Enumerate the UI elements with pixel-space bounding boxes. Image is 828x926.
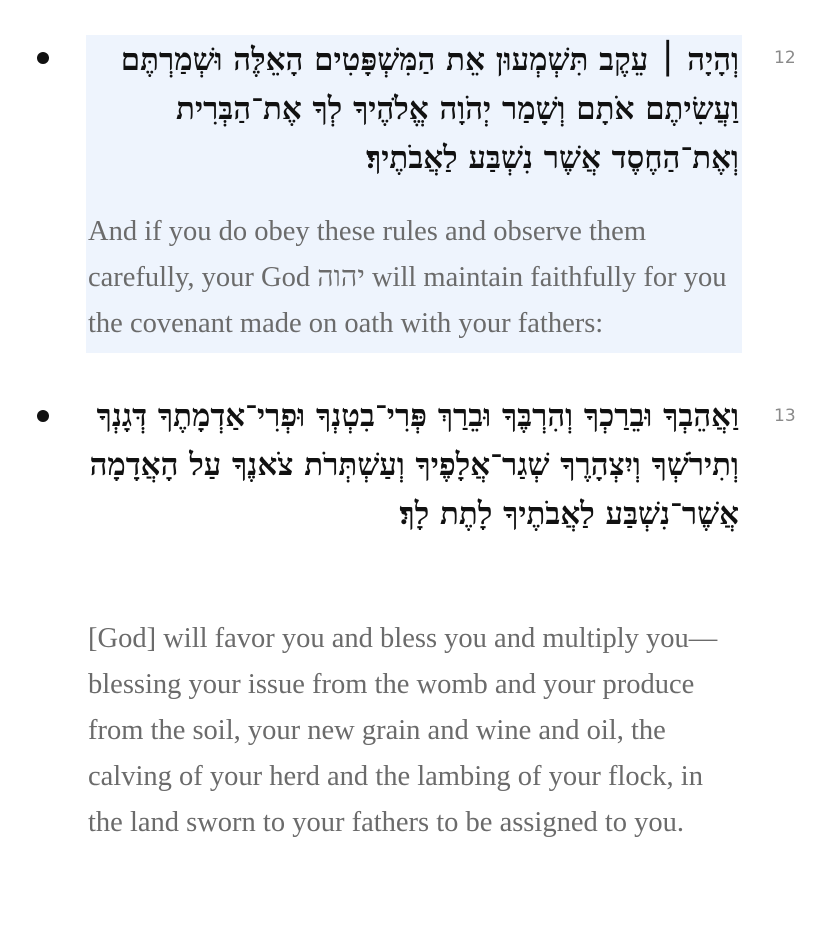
english-translation[interactable]: And if you do obey these rules and observe them carefully, your God יהוה will maintain faithfully for you the covenant made on oath with your fathers: — [86, 208, 742, 353]
english-translation[interactable]: [God] will favor you and bless you and multiply you—blessing your issue from the womb and your produce from the soil, your new grain and wine and oil, the calving of your herd and the lambing of your flock, in the land sworn to your fathers to be assigned to you. — [88, 623, 718, 838]
verse-number: 12 — [774, 48, 796, 68]
hebrew-verse-text[interactable]: וְהָיָה ׀ עֵקֶב תִּשְׁמְעוּן אֵת הַמִּשְׁפָּטִים הָאֵלֶּה וּשְׁמַרְתֶּם וַעֲשִׂיתֶם אֹתָם וְשָׁמַר יְהֹוָה אֱלֹהֶיךָ לְךָ אֶת־הַבְּרִית וְאֶת־הַחֶסֶד אֲשֶׁר נִשְׁבַּע לַאֲבֹתֶיךָ׃ — [86, 35, 742, 214]
bullet-icon — [37, 410, 49, 422]
hebrew-verse-text[interactable]: וַאֲהֵבְךָ וּבֵרַכְךָ וְהִרְבֶּךָ וּבֵרַךְ פְּרִי־בִטְנְךָ וּפְרִי־אַדְמָתֶךָ דְּגָנְךָ וְתִירֹשְׁךָ וְיִצְהָרֶךָ שְׁגַר־אֲלָפֶיךָ וְעַשְׁתְּרֹת צֹאנֶךָ עַל הָאֲדָמָה אֲשֶׁר־נִשְׁבַּע לַאֲבֹתֶיךָ לָתֶת לָךְ׃ — [89, 398, 739, 532]
verse-number: 13 — [774, 406, 796, 426]
